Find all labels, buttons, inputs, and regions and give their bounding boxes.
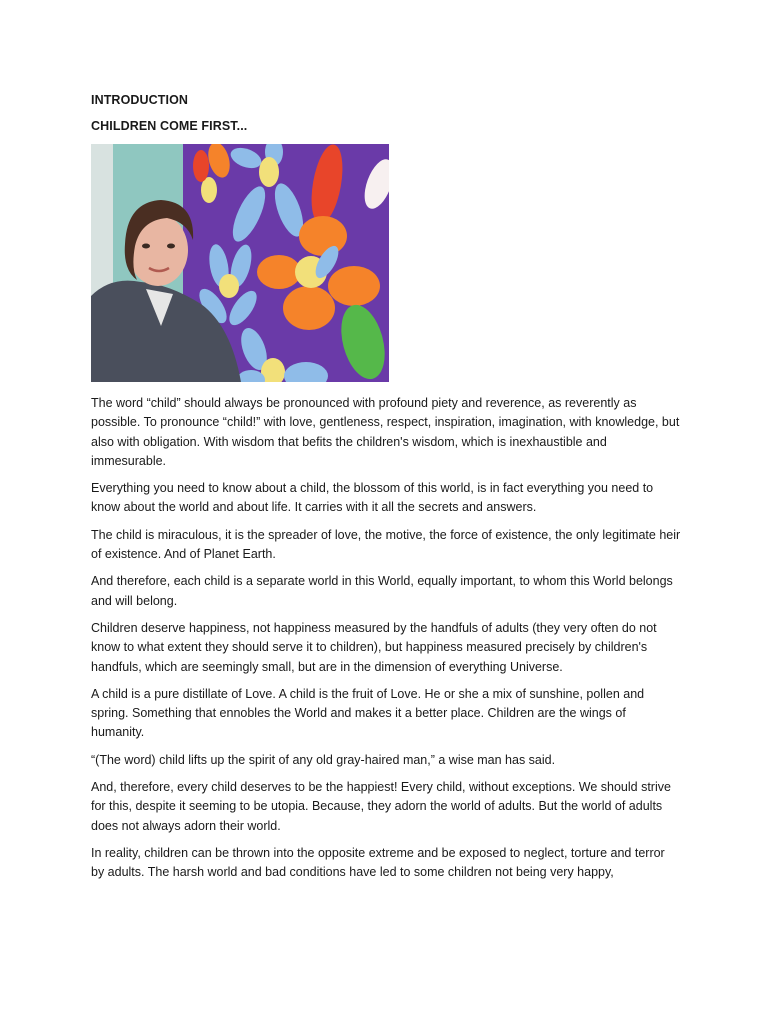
subtitle: CHILDREN COME FIRST... — [91, 119, 248, 133]
paragraph: And therefore, each child is a separate world in this World, equally important, to whom this World belongs and will belong. — [91, 574, 673, 608]
photo-woman-with-flower-wall — [91, 144, 389, 382]
paragraph: Everything you need to know about a child, the blossom of this world, is in fact everything you need to know about the world and about life. It carries with it all the secrets and answers. — [91, 481, 654, 515]
paragraph: A child is a pure distillate of Love. A child is the fruit of Love. He or she a mix of sunshine, pollen and spring. Something that ennobles the World and makes it a better place. Children are the wings of humanity. — [91, 686, 645, 740]
paragraph: And, therefore, every child deserves to be the happiest! Every child, without exceptions. We should strive for this, despite it seeming to be utopia. Because, they adorn the world of adults. But the world of adults does not always adorn their world. — [91, 780, 671, 833]
paragraph: The word “child” should always be pronounced with profound piety and reverence, as reverently as possible. To pronounce “child!” with love, gentleness, respect, inspiration, imagination, with knowledge, but also with obligation. With wisdom that befits the children's wisdom, which is inexhaustible and immesurable. — [91, 396, 680, 468]
document-page — [91, 92, 681, 891]
paragraph: Children deserve happiness, not happiness measured by the handfuls of adults (they very often do not know to what extent they should serve it to children), but happiness measured precisely by children's handfuls, which are seemingly small, but are in the dimension of everything Universe. — [91, 620, 657, 674]
section-title: INTRODUCTION — [91, 93, 189, 107]
paragraph: The child is miraculous, it is the spreader of love, the motive, the force of existence, the only legitimate heir of existence. And of Planet Earth. — [91, 527, 681, 562]
photo-illustration — [91, 144, 389, 382]
paragraph: In reality, children can be thrown into the opposite extreme and be exposed to neglect, torture and terror by adults. The harsh world and bad conditions have led to some children not being very happy, — [91, 845, 665, 880]
paragraph: “(The word) child lifts up the spirit of any old gray-haired man,” a wise man has said. — [91, 752, 556, 767]
